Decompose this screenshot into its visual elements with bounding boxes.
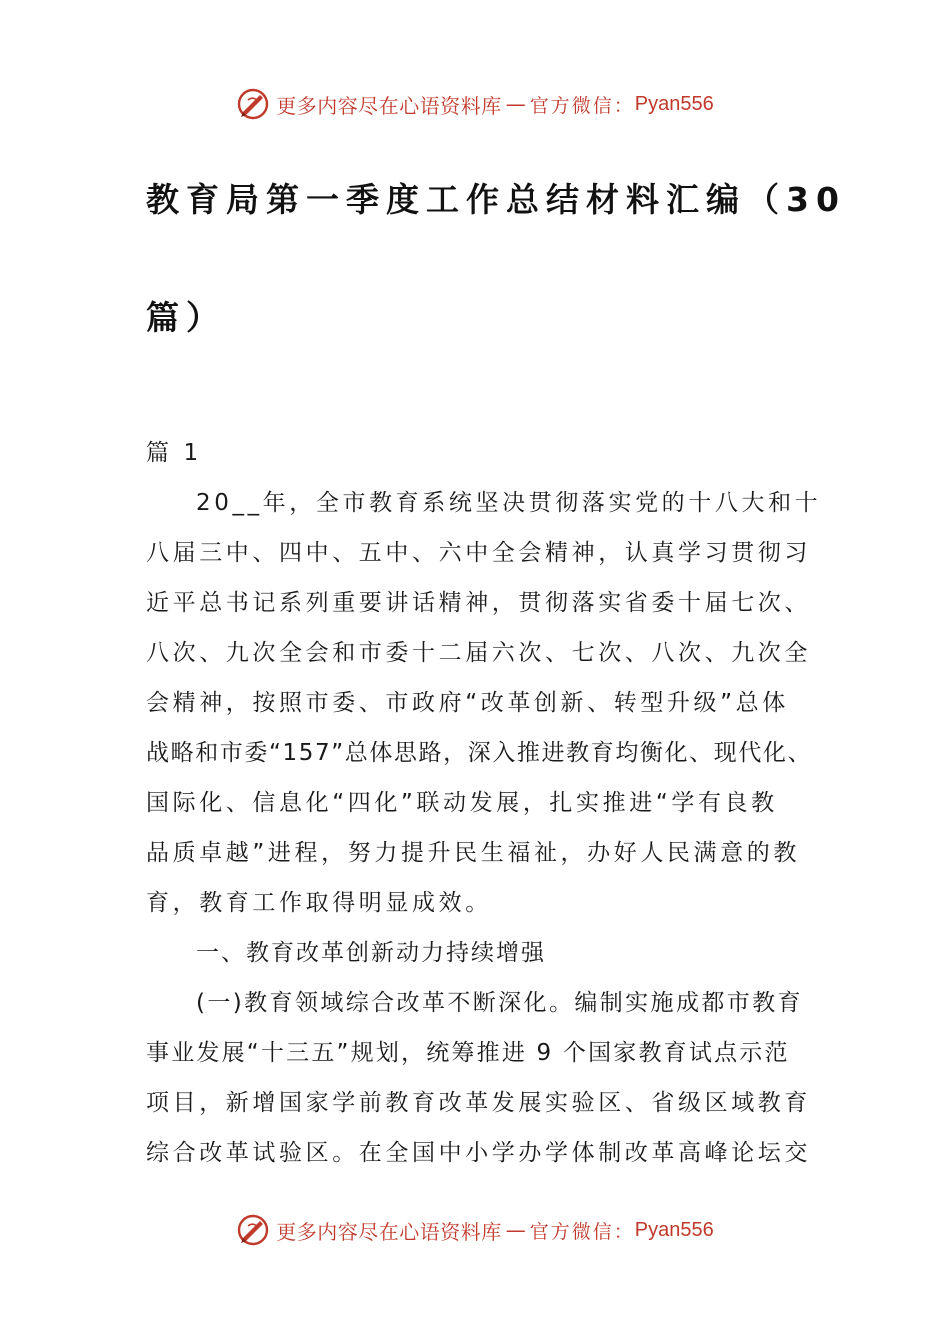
watermark-separator: — <box>505 1218 526 1242</box>
paragraph-line: 事业发展“十三五”规划，统筹推进 9 个国家教育试点示范 <box>146 1040 790 1066</box>
paragraph-line: 国际化、信息化“四化”联动发展，扎实推进“学有良教 <box>146 790 778 816</box>
document-title-line-2: 篇） <box>146 298 226 337</box>
paragraph-line: 项目，新增国家学前教育改革发展实验区、省级区域教育 <box>146 1090 811 1116</box>
watermark-wechat-id: Pyan556 <box>634 1218 714 1241</box>
watermark-text: 更多内容尽在心语资料库 <box>276 93 502 118</box>
watermark-text: 更多内容尽在心语资料库 <box>276 1219 502 1244</box>
paragraph-line: 八次、九次全会和市委十二届六次、七次、八次、九次全 <box>146 640 811 666</box>
document-title-line-1: 教育局第一季度工作总结材料汇编（30 <box>146 180 846 219</box>
paragraph-line: 育，教育工作取得明显成效。 <box>146 890 492 916</box>
pen-logo-icon <box>236 87 270 121</box>
paragraph-line: 品质卓越”进程，努力提升民生福祉，办好人民满意的教 <box>146 840 800 866</box>
watermark-banner-top <box>0 84 950 124</box>
paragraph-line: 近平总书记系列重要讲话精神，贯彻落实省委十届七次、 <box>146 590 811 616</box>
pen-logo-icon <box>236 1213 270 1247</box>
section-label: 篇 1 <box>146 440 202 466</box>
watermark-wechat-label: 官方微信： <box>529 94 635 117</box>
subsection-line: (一)教育领域综合改革不断深化。编制实施成都市教育 <box>196 990 803 1016</box>
paragraph-line: 会精神，按照市委、市政府“改革创新、转型升级”总体 <box>146 690 789 716</box>
paragraph-line: 20__年，全市教育系统坚决贯彻落实党的十八大和十 <box>196 490 822 516</box>
watermark-banner-bottom <box>0 1210 950 1250</box>
watermark-wechat-id: Pyan556 <box>634 92 714 115</box>
section-heading: 一、教育改革创新动力持续增强 <box>196 940 546 966</box>
watermark-separator: — <box>505 92 526 116</box>
watermark-wechat-label: 官方微信： <box>529 1220 635 1243</box>
paragraph-line: 综合改革试验区。在全国中小学办学体制改革高峰论坛交 <box>146 1140 811 1166</box>
paragraph-line: 战略和市委“157”总体思路，深入推进教育均衡化、现代化、 <box>146 740 813 766</box>
paragraph-line: 八届三中、四中、五中、六中全会精神，认真学习贯彻习 <box>146 540 811 566</box>
